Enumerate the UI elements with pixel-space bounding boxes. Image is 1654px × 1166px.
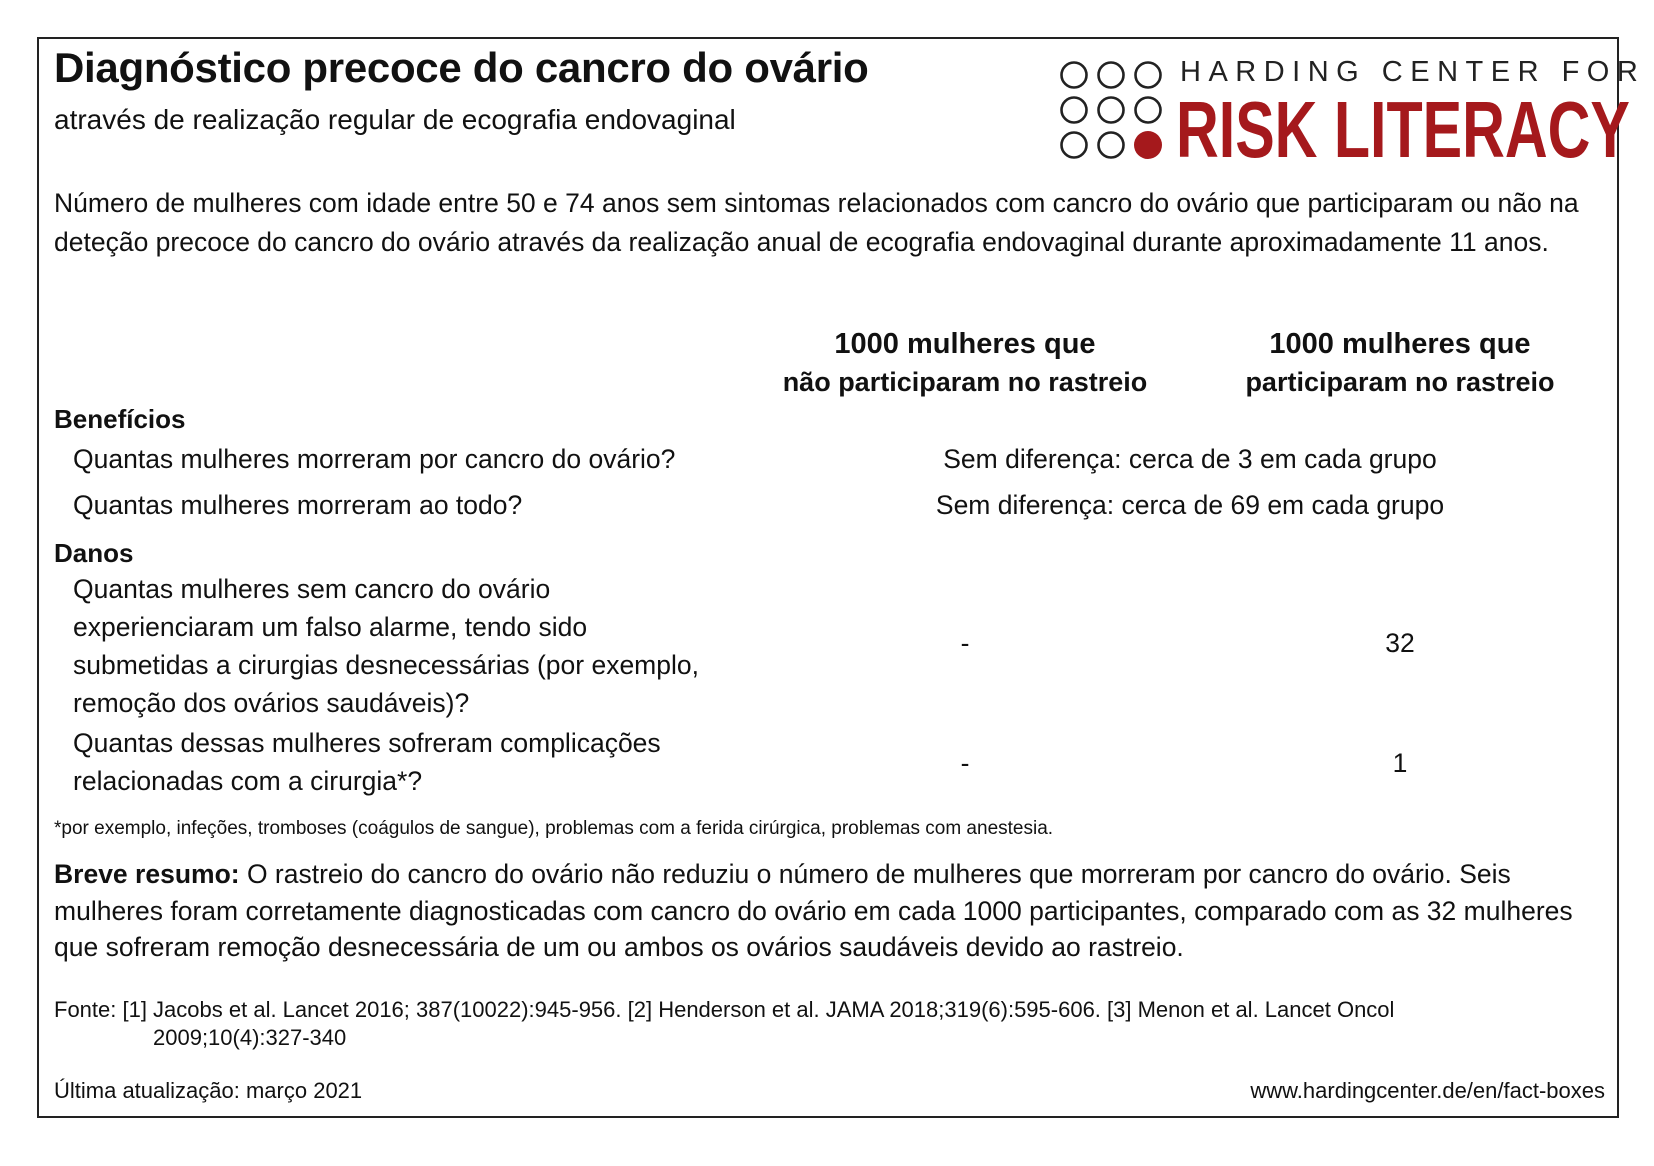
summary-text: O rastreio do cancro do ovário não reduziu o número de mulheres que morreram por cancro do ovário. Seis mulheres foram corretamente diagnosticadas com cancro do ovário em cada 1000 participantes, comparado com as 32 mulheres que sofreram remoção desnecessária de um ou ambos os ovários saudáveis devido ao rastreio. — [54, 859, 1573, 962]
dot-grid-logo-icon — [1056, 58, 1172, 162]
benefit-question: Quantas mulheres morreram por cancro do ovário? — [73, 444, 676, 474]
source-citation-continued: 2009;10(4):327-340 — [153, 1025, 347, 1050]
section-heading-benefits: Benefícios — [54, 404, 186, 434]
harm-question-line: Quantas dessas mulheres sofreram complicações — [73, 728, 661, 758]
column-header-no-screening — [760, 325, 1170, 401]
harm-question-line: relacionadas com a cirurgia*? — [73, 766, 423, 796]
page-subtitle: através de realização regular de ecografia endovaginal — [54, 104, 736, 135]
harm-value-screening: 32 — [1385, 628, 1415, 658]
summary-paragraph — [54, 856, 1599, 966]
last-updated: Última atualização: março 2021 — [54, 1078, 363, 1103]
summary-label: Breve resumo: — [54, 859, 240, 889]
column-header-line: 1000 mulheres que — [834, 328, 1096, 360]
footnote: *por exemplo, infeções, tromboses (coágulos de sangue), problemas com a ferida cirúrgica, problemas com anestesia. — [54, 818, 1054, 839]
benefit-result-merged: Sem diferença: cerca de 69 em cada grupo — [935, 490, 1445, 520]
logo-text-line1: HARDING CENTER FOR — [1180, 56, 1646, 88]
harm-question-line: submetidas a cirurgias desnecessárias (por exemplo, — [73, 650, 699, 680]
harm-question — [73, 570, 699, 722]
harm-value-screening: 1 — [1392, 748, 1408, 778]
harm-question-line: remoção dos ovários saudáveis)? — [73, 688, 470, 718]
benefit-result-merged: Sem diferença: cerca de 3 em cada grupo — [943, 444, 1437, 474]
harm-question — [73, 724, 661, 800]
logo-text-line2: RISK LITERACY — [1176, 85, 1630, 174]
fact-box-url: www.hardingcenter.de/en/fact-boxes — [1250, 1078, 1605, 1103]
harm-question-line: experienciaram um falso alarme, tendo sido — [73, 612, 588, 642]
column-header-line: 1000 mulheres que — [1269, 328, 1531, 360]
section-heading-harms: Danos — [54, 538, 134, 568]
harm-value-no-screening: - — [960, 628, 970, 658]
harm-value-no-screening: - — [960, 748, 970, 778]
source-citation: Fonte: [1] Jacobs et al. Lancet 2016; 387(10022):945-956. [2] Henderson et al. JAMA 2018;319(6):595-606. [3] Menon et al. Lancet Oncol — [54, 997, 1395, 1022]
page-title: Diagnóstico precoce do cancro do ovário — [54, 44, 869, 91]
column-header-screening — [1200, 325, 1600, 401]
harm-question-line: Quantas mulheres sem cancro do ovário — [73, 574, 551, 604]
intro-paragraph: Número de mulheres com idade entre 50 e 74 anos sem sintomas relacionados com cancro do ovário que participaram ou não na deteção precoce do cancro do ovário através da realização anual de ecografia endovaginal durante aproximadamente 11 anos. — [54, 188, 1579, 257]
column-header-line: não participaram no rastreio — [782, 367, 1148, 397]
column-header-line: participaram no rastreio — [1245, 367, 1555, 397]
benefit-question: Quantas mulheres morreram ao todo? — [73, 490, 523, 520]
